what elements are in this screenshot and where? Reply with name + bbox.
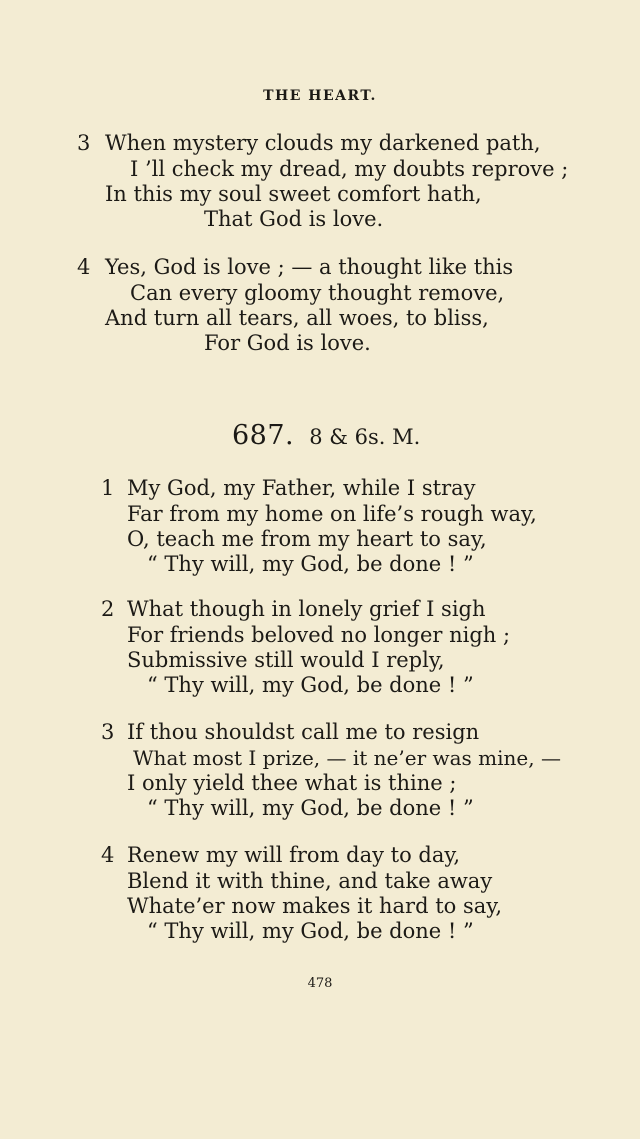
verse-line: “ Thy will, my God, be done ! ” (147, 919, 474, 943)
verse-line: For God is love. (204, 331, 371, 355)
verse-line: “ Thy will, my God, be done ! ” (147, 673, 474, 697)
verse-line: Yes, God is love ; — a thought like this (105, 255, 514, 279)
verse-line: “ Thy will, my God, be done ! ” (147, 552, 474, 576)
verse-line: I ’ll check my dread, my doubts reprove ; (130, 157, 569, 181)
verse-line: And turn all tears, all woes, to bliss, (105, 306, 489, 330)
stanza-number: 3 (77, 131, 91, 155)
hymn-number: 687. (232, 420, 295, 451)
hymn-heading (232, 420, 420, 451)
verse-line: Can every gloomy thought remove, (130, 281, 505, 305)
stanza-number: 4 (101, 843, 115, 867)
hymn-meter: 8 & 6s. M. (309, 425, 421, 449)
verse-line: For friends beloved no longer nigh ; (127, 623, 511, 647)
verse-line: O, teach me from my heart to say, (127, 527, 487, 551)
verse-line: My God, my Father, while I stray (127, 476, 476, 500)
running-head: THE HEART. (263, 88, 377, 104)
verse-line: Renew my will from day to day, (127, 843, 461, 867)
verse-line: When mystery clouds my darkened path, (105, 131, 541, 155)
stanza-number: 4 (77, 255, 91, 279)
stanza-number: 2 (101, 597, 115, 621)
verse-line: Submissive still would I reply, (127, 648, 445, 672)
verse-line: “ Thy will, my God, be done ! ” (147, 796, 474, 820)
verse-line: Far from my home on life’s rough way, (127, 502, 537, 526)
stanza-number: 3 (101, 720, 115, 744)
page-number: 478 (307, 976, 333, 991)
verse-line: What most I prize, — it ne’er was mine, — (133, 746, 561, 770)
verse-line: Whate’er now makes it hard to say, (127, 894, 503, 918)
verse-line: In this my soul sweet comfort hath, (105, 182, 482, 206)
verse-line: If thou shouldst call me to resign (127, 720, 480, 744)
verse-line: What though in lonely grief I sigh (127, 597, 486, 621)
stanza-number: 1 (101, 476, 115, 500)
verse-line: That God is love. (204, 207, 384, 231)
verse-line: I only yield thee what is thine ; (127, 771, 457, 795)
verse-line: Blend it with thine, and take away (127, 869, 493, 893)
